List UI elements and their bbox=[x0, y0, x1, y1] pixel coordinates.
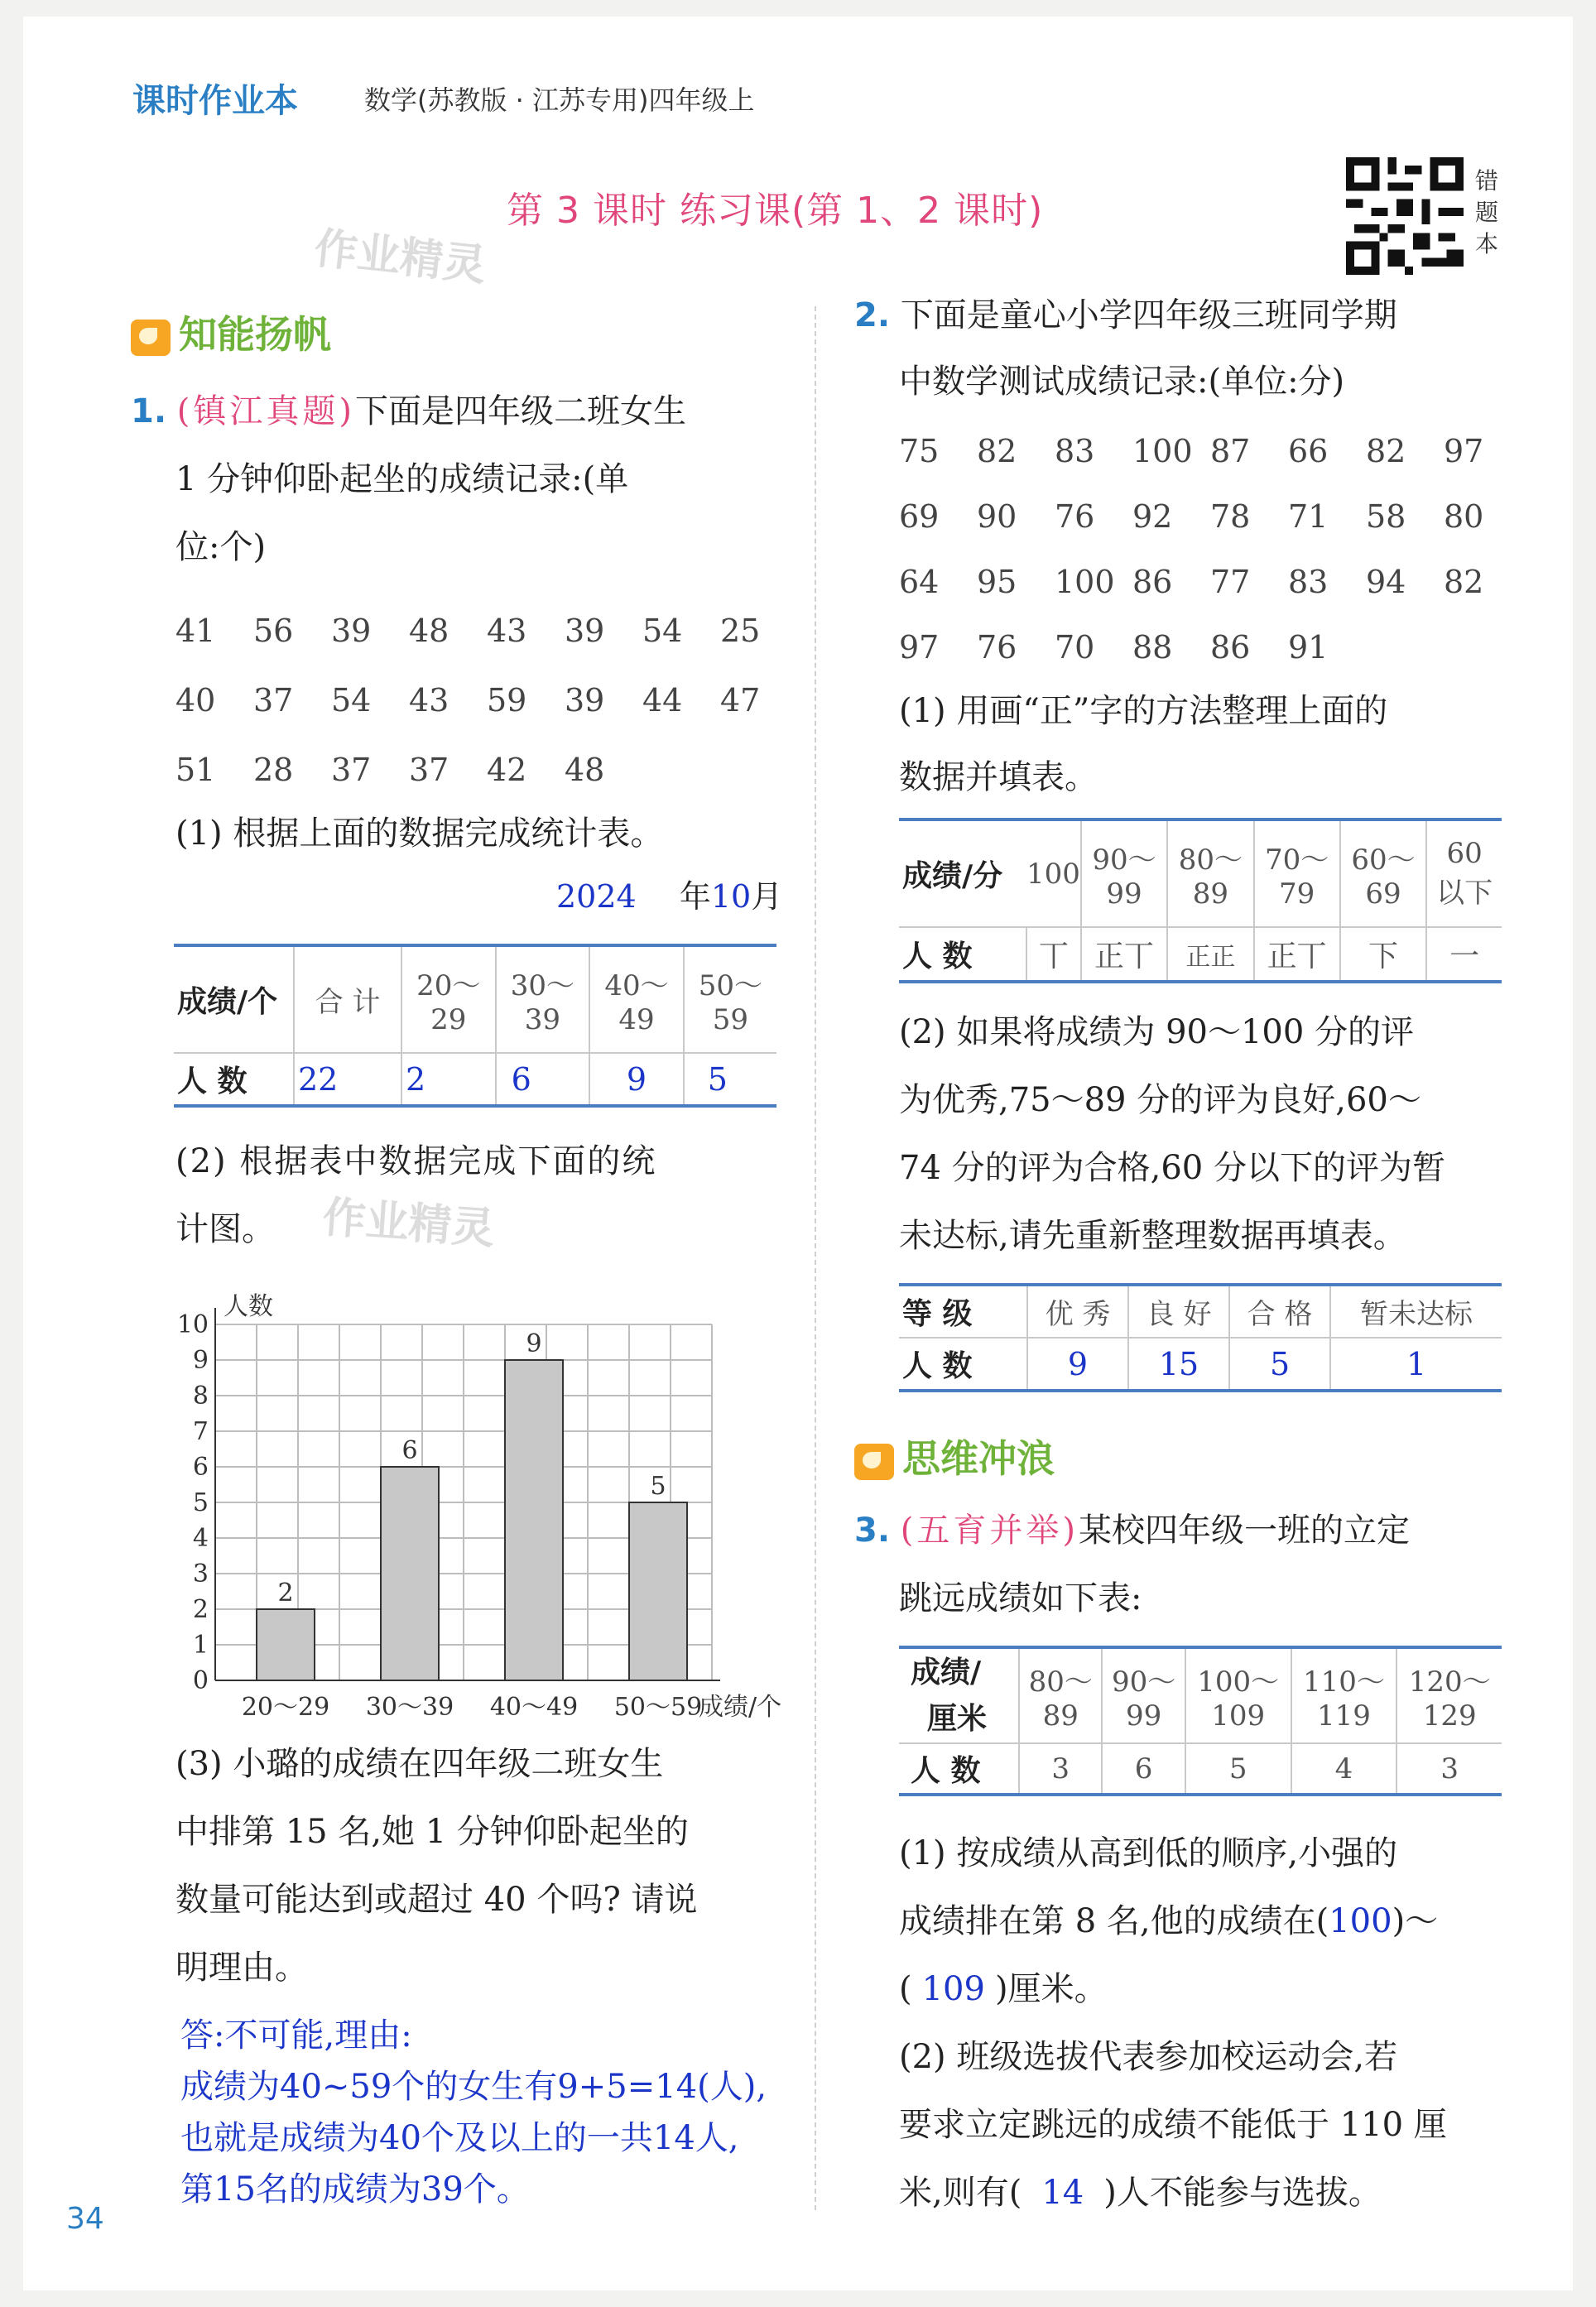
text: 米,则有( bbox=[899, 2174, 1022, 2212]
data-value: 48 bbox=[409, 613, 449, 649]
range-start: 120～ bbox=[1408, 1665, 1491, 1699]
bar-value-label: 2 bbox=[277, 1579, 294, 1608]
data-value: 86 bbox=[1132, 564, 1173, 600]
grade-header: 合 格 bbox=[1229, 1285, 1330, 1338]
data-value: 77 bbox=[1210, 564, 1251, 600]
q2-number: 2. bbox=[854, 296, 891, 334]
text: )人不能参与选拔。 bbox=[1103, 2174, 1382, 2212]
table-header-range bbox=[1340, 819, 1426, 927]
table-header-range bbox=[1396, 1647, 1502, 1743]
range-start: 110～ bbox=[1303, 1665, 1385, 1699]
q3-number: 3. bbox=[854, 1512, 891, 1550]
range-start: 50～ bbox=[698, 969, 763, 1002]
data-value: 76 bbox=[1055, 498, 1095, 535]
q3-part2-line3 bbox=[899, 2159, 1382, 2227]
data-row bbox=[899, 550, 1521, 615]
data-value: 56 bbox=[253, 613, 294, 649]
table-header-range bbox=[1019, 1647, 1102, 1743]
data-value: 83 bbox=[1288, 564, 1329, 600]
data-value: 37 bbox=[409, 752, 449, 788]
tally-cell[interactable]: 正丅 bbox=[1254, 927, 1340, 982]
tally-cell[interactable]: 正正 bbox=[1167, 927, 1253, 982]
data-value: 75 bbox=[899, 433, 940, 469]
range-start: 70～ bbox=[1265, 843, 1329, 877]
q3-intro-text: 某校四年级一班的立定 bbox=[1078, 1512, 1410, 1550]
y-tick-label: 6 bbox=[192, 1453, 209, 1482]
answer-blank[interactable]: 109 bbox=[921, 1970, 985, 2008]
data-value: 82 bbox=[977, 433, 1017, 469]
q1-part3-line3: 数量可能达到或超过 40 个吗? 请说 bbox=[175, 1881, 698, 1919]
q1-data bbox=[175, 596, 798, 805]
x-tick-label: 40～49 bbox=[489, 1693, 579, 1722]
text: ( bbox=[899, 1970, 912, 2008]
data-value: 47 bbox=[720, 682, 761, 719]
data-value: 100 bbox=[1055, 564, 1115, 600]
bar bbox=[257, 1609, 315, 1680]
y-tick-label: 1 bbox=[192, 1631, 209, 1660]
answer-total[interactable]: 22 bbox=[294, 1053, 401, 1106]
table-header-range bbox=[1185, 1647, 1291, 1743]
data-value: 43 bbox=[409, 682, 449, 719]
q1-part1: (1) 根据上面的数据完成统计表。 bbox=[175, 815, 664, 853]
bar-value-label: 6 bbox=[401, 1436, 418, 1465]
data-value: 42 bbox=[487, 752, 527, 788]
q3-part1-line3 bbox=[899, 1955, 1108, 2023]
qr-code-icon[interactable] bbox=[1346, 157, 1464, 275]
watermark: 作业精灵 bbox=[320, 1192, 497, 1255]
q2-part2-line2: 为优秀,75～89 分的评为良好,60～ bbox=[899, 1081, 1421, 1119]
data-value: 95 bbox=[977, 564, 1017, 600]
data-value: 44 bbox=[642, 682, 683, 719]
data-row bbox=[175, 666, 798, 735]
data-value: 37 bbox=[253, 682, 294, 719]
range-end: 99 bbox=[1125, 1699, 1162, 1733]
tally-cell[interactable]: 正丅 bbox=[1081, 927, 1167, 982]
table-header-range bbox=[1291, 1647, 1397, 1743]
grade-header: 良 好 bbox=[1128, 1285, 1229, 1338]
table-cell: 4 bbox=[1291, 1743, 1397, 1795]
table-header-range bbox=[1167, 819, 1253, 927]
data-value: 58 bbox=[1366, 498, 1406, 535]
range-end: 99 bbox=[1106, 877, 1142, 911]
data-value: 54 bbox=[642, 613, 683, 649]
data-value: 78 bbox=[1210, 498, 1251, 535]
table-header-label: 成绩/个 bbox=[174, 945, 294, 1053]
range-end: 109 bbox=[1211, 1699, 1266, 1733]
q3-jump-table bbox=[899, 1646, 1502, 1796]
range-end: 39 bbox=[524, 1003, 561, 1036]
y-tick-label: 2 bbox=[192, 1595, 209, 1624]
q1-intro-text: 下面是四年级二班女生 bbox=[354, 392, 686, 430]
answer-line: 也就是成绩为40个及以上的一共14人, bbox=[180, 2119, 739, 2157]
x-tick-label: 20～29 bbox=[241, 1693, 330, 1722]
table-row-label: 人 数 bbox=[911, 1754, 981, 1788]
range-end: 79 bbox=[1279, 877, 1315, 911]
bar-chart bbox=[157, 1266, 786, 1730]
bar bbox=[629, 1502, 687, 1680]
answer-blank[interactable]: 100 bbox=[1329, 1902, 1392, 1940]
q2-tally-table bbox=[899, 818, 1502, 983]
range-end: 69 bbox=[1365, 877, 1401, 911]
header-line: 成绩/ bbox=[911, 1655, 982, 1689]
y-tick-label: 5 bbox=[192, 1488, 209, 1517]
range-start: 90～ bbox=[1111, 1665, 1176, 1699]
answer-cell[interactable]: 6 bbox=[496, 1053, 590, 1106]
q1-intro-line1 bbox=[131, 377, 686, 445]
q2-data bbox=[899, 419, 1521, 680]
range-end: 89 bbox=[1042, 1699, 1079, 1733]
table-header-range bbox=[401, 945, 496, 1053]
range-start: 60 bbox=[1446, 837, 1483, 870]
table-header-label: 等 级 bbox=[899, 1285, 1027, 1338]
data-value: 41 bbox=[175, 613, 216, 649]
q1-date bbox=[556, 871, 782, 916]
q1-part2-line1: (2) 根据表中数据完成下面的统 bbox=[175, 1142, 657, 1180]
y-axis-label: 人数 bbox=[224, 1292, 273, 1321]
data-value: 100 bbox=[1132, 433, 1193, 469]
data-value: 97 bbox=[1444, 433, 1484, 469]
data-value: 76 bbox=[977, 629, 1017, 666]
table-header-total: 合 计 bbox=[294, 945, 401, 1053]
header-line: 厘米 bbox=[927, 1701, 988, 1736]
data-value: 87 bbox=[1210, 433, 1251, 469]
watermark: 作业精灵 bbox=[311, 223, 489, 291]
grade-header: 优 秀 bbox=[1027, 1285, 1128, 1338]
data-value: 43 bbox=[487, 613, 527, 649]
answer-cell[interactable]: 15 bbox=[1128, 1338, 1229, 1391]
bar bbox=[505, 1360, 563, 1680]
table-cell: 3 bbox=[1019, 1743, 1102, 1795]
q2-part1-line2: 数据并填表。 bbox=[899, 758, 1098, 796]
range-start: 30～ bbox=[510, 969, 575, 1002]
range-start: 80～ bbox=[1178, 843, 1243, 877]
data-value: 39 bbox=[331, 613, 372, 649]
data-value: 37 bbox=[331, 752, 372, 788]
data-value: 88 bbox=[1132, 629, 1173, 666]
table-row-label: 人 数 bbox=[902, 1349, 973, 1383]
q2-part2-line3: 74 分的评为合格,60 分以下的评为暂 bbox=[899, 1149, 1445, 1187]
data-value: 90 bbox=[977, 498, 1017, 535]
data-value: 39 bbox=[565, 613, 605, 649]
data-value: 83 bbox=[1055, 433, 1095, 469]
table-row-label: 人 数 bbox=[177, 1065, 248, 1098]
q2-part2-line1: (2) 如果将成绩为 90～100 分的评 bbox=[899, 1013, 1415, 1051]
lesson-title: 第 3 课时 练习课(第 1、2 课时) bbox=[507, 190, 1044, 232]
q3-intro-line2: 跳远成绩如下表: bbox=[899, 1579, 1142, 1617]
table-cell: 3 bbox=[1396, 1743, 1502, 1795]
table-header-range bbox=[1081, 819, 1167, 927]
q3-intro-line1 bbox=[854, 1497, 1410, 1564]
q2-intro-line2: 中数学测试成绩记录:(单位:分) bbox=[899, 363, 1345, 401]
data-row bbox=[899, 615, 1521, 680]
data-row bbox=[175, 735, 798, 805]
data-row bbox=[899, 484, 1521, 550]
table-header-range bbox=[589, 945, 684, 1053]
bar bbox=[381, 1467, 439, 1680]
range-start: 100～ bbox=[1197, 1665, 1280, 1699]
data-value: 40 bbox=[175, 682, 216, 719]
date-year-answer: 2024 bbox=[556, 878, 637, 915]
range-start: 60～ bbox=[1351, 843, 1416, 877]
wave-icon bbox=[854, 1444, 894, 1480]
section-title-s1 bbox=[131, 305, 331, 359]
y-tick-label: 9 bbox=[192, 1346, 209, 1375]
x-tick-label: 50～59 bbox=[613, 1693, 703, 1722]
range-end: 119 bbox=[1317, 1699, 1371, 1733]
text: 成绩排在第 8 名,他的成绩在( bbox=[899, 1902, 1329, 1940]
q1-intro-line2: 1 分钟仰卧起坐的成绩记录:(单 bbox=[175, 460, 629, 498]
answer-line: 第15名的成绩为39个。 bbox=[180, 2170, 530, 2208]
q3-part1-line1: (1) 按成绩从高到低的顺序,小强的 bbox=[899, 1834, 1398, 1872]
data-value: 92 bbox=[1132, 498, 1173, 535]
q1-stats-table bbox=[174, 944, 776, 1108]
data-value: 28 bbox=[253, 752, 294, 788]
grade-header: 暂未达标 bbox=[1330, 1285, 1502, 1338]
table-cell: 5 bbox=[1185, 1743, 1291, 1795]
q1-tag: (镇江真题) bbox=[176, 392, 355, 430]
q2-part2-line4: 未达标,请先重新整理数据再填表。 bbox=[899, 1217, 1406, 1255]
table-header-range bbox=[1426, 819, 1502, 927]
data-value: 71 bbox=[1288, 498, 1329, 535]
data-value: 97 bbox=[899, 629, 940, 666]
text: )厘米。 bbox=[994, 1970, 1108, 2008]
bar-value-label: 5 bbox=[650, 1472, 666, 1501]
text: )～ bbox=[1392, 1902, 1439, 1940]
q1-number: 1. bbox=[131, 392, 167, 430]
range-start: 20～ bbox=[416, 969, 481, 1002]
data-value: 80 bbox=[1444, 498, 1484, 535]
data-value: 54 bbox=[331, 682, 372, 719]
answer-line: 答:不可能,理由: bbox=[180, 2016, 412, 2055]
data-value: 48 bbox=[565, 752, 605, 788]
y-tick-label: 3 bbox=[192, 1560, 209, 1588]
table-header-range bbox=[1254, 819, 1340, 927]
range-start: 40～ bbox=[604, 969, 669, 1002]
data-value: 82 bbox=[1444, 564, 1484, 600]
data-value: 91 bbox=[1288, 629, 1329, 666]
date-month-answer: 10 bbox=[710, 878, 752, 915]
q3-tag: (五育并举) bbox=[900, 1512, 1079, 1550]
data-value: 94 bbox=[1366, 564, 1406, 600]
table-row-label: 人 数 bbox=[902, 940, 973, 973]
data-value: 25 bbox=[720, 613, 761, 649]
table-header-range bbox=[496, 945, 590, 1053]
column-divider bbox=[815, 306, 816, 2210]
answer-cell[interactable]: 9 bbox=[1027, 1338, 1128, 1391]
y-tick-label: 0 bbox=[192, 1666, 209, 1695]
header-subtitle: 数学(苏教版 · 江苏专用)四年级上 bbox=[364, 84, 755, 116]
table-header-range bbox=[684, 945, 776, 1053]
table-header-range: 100 bbox=[1026, 819, 1081, 927]
answer-line: 成绩为40~59个的女生有9+5=14(人), bbox=[180, 2068, 767, 2106]
answer-cell[interactable]: 1 bbox=[1330, 1338, 1502, 1391]
range-end: 29 bbox=[430, 1003, 467, 1036]
range-end: 89 bbox=[1192, 877, 1228, 911]
q2-grade-table bbox=[899, 1283, 1502, 1392]
q1-part3-line1: (3) 小璐的成绩在四年级二班女生 bbox=[175, 1745, 664, 1783]
range-end: 59 bbox=[712, 1003, 749, 1036]
tally-cell[interactable]: 一 bbox=[1426, 927, 1502, 982]
sail-icon bbox=[131, 320, 171, 356]
q1-part3-line2: 中排第 15 名,她 1 分钟仰卧起坐的 bbox=[175, 1813, 689, 1851]
data-value: 82 bbox=[1366, 433, 1406, 469]
y-tick-label: 8 bbox=[192, 1382, 209, 1411]
table-header-range bbox=[1102, 1647, 1185, 1743]
q2-intro-line1 bbox=[854, 281, 1397, 349]
q3-part2-line2: 要求立定跳远的成绩不能低于 110 厘 bbox=[899, 2106, 1447, 2144]
answer-blank[interactable]: 14 bbox=[1041, 2174, 1084, 2212]
qr-label: 错题本 bbox=[1475, 167, 1499, 257]
range-end: 以下 bbox=[1436, 877, 1493, 910]
x-tick-label: 30～39 bbox=[365, 1693, 454, 1722]
range-start: 90～ bbox=[1092, 843, 1156, 877]
data-value: 69 bbox=[899, 498, 940, 535]
q1-part2-line2: 计图。 bbox=[175, 1210, 275, 1248]
data-value: 66 bbox=[1288, 433, 1329, 469]
tally-cell[interactable]: 下 bbox=[1340, 927, 1426, 982]
data-value: 70 bbox=[1055, 629, 1095, 666]
y-tick-label: 7 bbox=[192, 1417, 209, 1446]
data-value: 86 bbox=[1210, 629, 1251, 666]
data-value: 39 bbox=[565, 682, 605, 719]
section-label: 思维冲浪 bbox=[902, 1436, 1055, 1481]
data-row bbox=[899, 419, 1521, 484]
tally-cell[interactable]: 丅 bbox=[1026, 927, 1081, 982]
answer-cell[interactable]: 2 bbox=[401, 1053, 496, 1106]
date-month-label: 月 bbox=[751, 878, 783, 915]
data-value: 59 bbox=[487, 682, 527, 719]
answer-cell[interactable]: 5 bbox=[1229, 1338, 1330, 1391]
q3-part1-line2 bbox=[899, 1887, 1438, 1955]
bar-value-label: 9 bbox=[526, 1329, 542, 1358]
range-end: 49 bbox=[618, 1003, 655, 1036]
y-tick-label: 10 bbox=[176, 1310, 209, 1339]
q2-part1-line1: (1) 用画“正”字的方法整理上面的 bbox=[899, 692, 1388, 730]
data-row bbox=[175, 596, 798, 666]
range-start: 80～ bbox=[1028, 1665, 1093, 1699]
q3-part2-line1: (2) 班级选拔代表参加校运动会,若 bbox=[899, 2038, 1398, 2076]
q1-part3-line4: 明理由。 bbox=[175, 1949, 308, 1987]
y-tick-label: 4 bbox=[192, 1524, 209, 1553]
table-header-label bbox=[899, 1647, 1019, 1743]
answer-cell[interactable]: 5 bbox=[684, 1053, 776, 1106]
q1-answer[interactable] bbox=[180, 2010, 767, 2215]
x-axis-label: 成绩/个 bbox=[699, 1693, 782, 1722]
section-label: 知能扬帆 bbox=[179, 312, 331, 357]
table-header-label: 成绩/分 bbox=[899, 819, 1026, 927]
date-year-label: 年 bbox=[679, 878, 711, 915]
header-brand: 课时作业本 bbox=[132, 82, 298, 120]
q1-intro-line3: 位:个) bbox=[175, 528, 267, 566]
range-end: 129 bbox=[1422, 1699, 1477, 1733]
q2-intro-text: 下面是童心小学四年级三班同学期 bbox=[900, 296, 1397, 334]
answer-cell[interactable]: 9 bbox=[589, 1053, 684, 1106]
data-value: 51 bbox=[175, 752, 216, 788]
page-number: 34 bbox=[66, 2202, 104, 2236]
data-value: 64 bbox=[899, 564, 940, 600]
table-cell: 6 bbox=[1102, 1743, 1185, 1795]
section-title-s2 bbox=[854, 1429, 1055, 1483]
